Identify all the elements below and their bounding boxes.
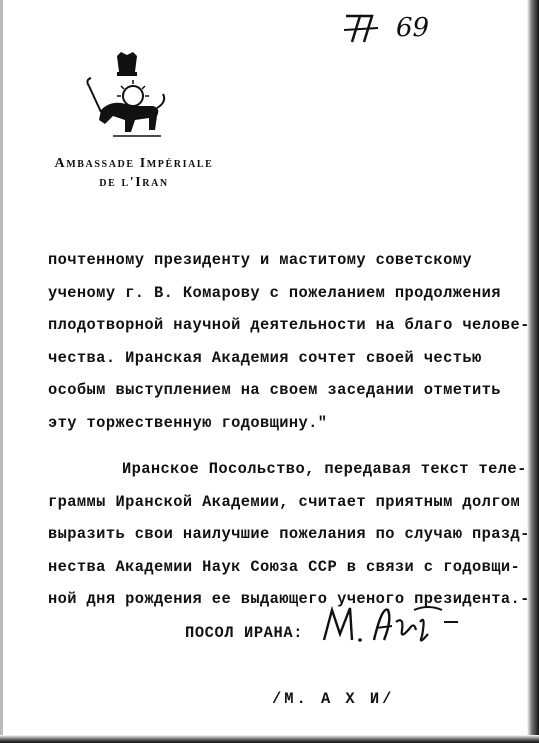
signatory-title: ПОСОЛ ИРАНА: xyxy=(185,624,304,642)
embassy-letterhead xyxy=(44,154,224,192)
body-line: ученому г. В. Комарову с пожеланием продолжения xyxy=(48,283,501,302)
letterhead-line-2: de l'Iran xyxy=(99,175,169,190)
handwritten-signature xyxy=(318,600,468,650)
archive-number-handwriting xyxy=(338,6,433,50)
body-line: Иранское Посольство, передавая текст теле- xyxy=(122,460,527,478)
scan-edge-bottom xyxy=(0,735,539,743)
letter-body xyxy=(48,244,539,616)
archive-number-text: 69 xyxy=(396,13,430,43)
letterhead-line-1: Ambassade Impériale xyxy=(54,156,214,171)
body-line: нества Академии Наук Союза ССР в связи с годовщи- xyxy=(48,557,521,576)
body-line: особым выступлением на своем заседании отметить xyxy=(48,381,501,399)
body-line: чества. Иранская Академия сочтет своей честью xyxy=(48,348,482,367)
body-line: выразить свои наилучшие пожелания по случаю празд- xyxy=(48,525,530,543)
body-line: ной дня рождения ее выдающего ученого президента.- xyxy=(48,590,530,608)
body-line: эту торжественную годовщину." xyxy=(48,413,328,432)
body-line: почтенному президенту и маститому советскому xyxy=(48,251,472,269)
body-line: граммы Иранской Академии, считает приятным долгом xyxy=(48,492,521,511)
archive-number xyxy=(338,6,433,50)
scan-edge-left xyxy=(0,0,3,743)
lion-and-sun-emblem xyxy=(83,50,171,146)
signatory-name: /М. А Х И/ xyxy=(272,690,395,708)
body-line: плодотворной научной деятельности на благо челове- xyxy=(48,316,530,334)
